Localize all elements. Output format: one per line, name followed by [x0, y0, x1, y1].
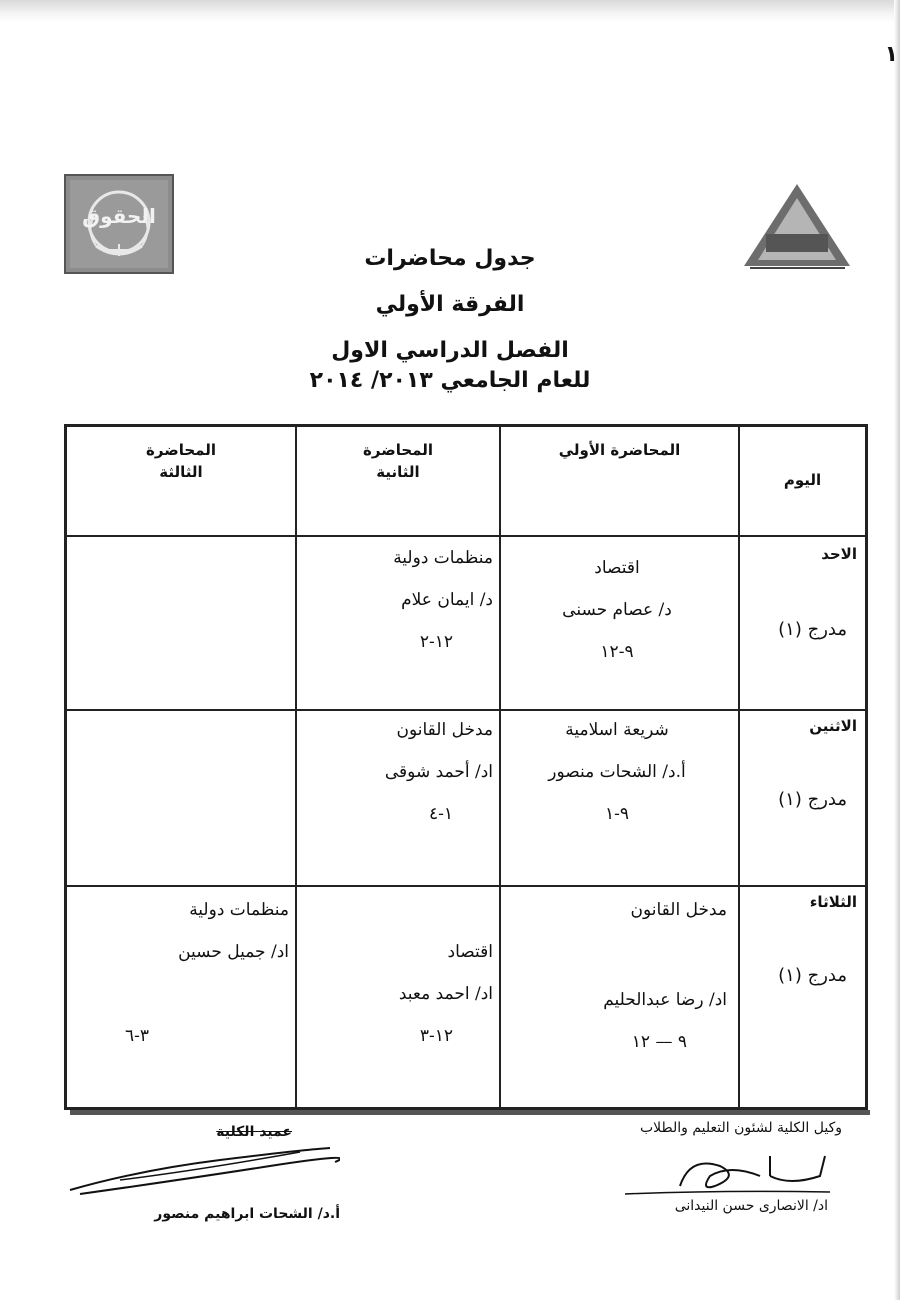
lecture-time: ٩ — ١٢ [631, 1032, 687, 1052]
header-lecture-2-line2: الثانية [376, 463, 420, 481]
dean-handwritten-signature-icon [60, 1140, 340, 1200]
row-hall: مدرج (١) [778, 619, 847, 640]
sunday-lecture-1 [507, 547, 727, 673]
lecture-teacher: د/ عصام حسنى [562, 600, 672, 620]
header-lecture-1: المحاضرة الأولي [558, 441, 681, 459]
lecture-teacher: اد/ رضا عبدالحليم [603, 990, 727, 1010]
scan-right-edge [894, 0, 900, 1300]
monday-lecture-1 [507, 709, 727, 835]
lecture-subject: اقتصاد [594, 558, 640, 578]
title-semester: الفصل الدراسي الاول [331, 338, 569, 363]
lecture-time: ٩-١ [604, 804, 630, 824]
row-day-sunday: الاحد [821, 545, 857, 563]
scan-top-edge [0, 0, 900, 22]
lecture-subject: منظمات دولية [393, 548, 493, 568]
header-lecture-2-line1: المحاضرة [363, 441, 433, 459]
monday-lecture-2 [303, 709, 493, 835]
lecture-teacher: اد/ احمد معبد [398, 984, 493, 1004]
column-divider [499, 427, 501, 1107]
lecture-time: ١٢-٣ [419, 1026, 453, 1046]
title-year-group: الفرقة الأولي [375, 292, 525, 317]
sunday-lecture-2 [303, 537, 493, 663]
dean-name: أ.د/ الشحات ابراهيم منصور [154, 1206, 340, 1222]
row-day-monday: الاثنين [809, 717, 857, 735]
schedule-table [64, 424, 868, 1110]
lecture-time: ١-٤ [428, 804, 453, 824]
header-lecture-3-line1: المحاضرة [146, 441, 216, 459]
vice-dean-signature-block [600, 1118, 850, 1228]
lecture-teacher: اد/ جميل حسين [178, 942, 289, 962]
tuesday-lecture-1 [507, 889, 727, 1063]
vice-dean-name: اد/ الانصارى حسن النيدانى [674, 1198, 828, 1214]
lecture-teacher: د/ ايمان علام [401, 590, 493, 610]
tuesday-lecture-3 [77, 889, 289, 1057]
header-day: اليوم [783, 471, 822, 489]
spacer [77, 973, 289, 1015]
vice-dean-handwritten-signature-icon [620, 1146, 840, 1206]
title-schedule: جدول محاضرات [364, 246, 536, 271]
lecture-subject: مدخل القانون [396, 720, 493, 740]
tuesday-lecture-2 [303, 931, 493, 1057]
logo-caption: الحقوق [82, 204, 156, 228]
dean-signature-block [60, 1120, 340, 1230]
header-lecture-2 [297, 439, 499, 483]
row-day-tuesday: الثلاثاء [809, 893, 857, 911]
row-hall: مدرج (١) [778, 789, 847, 810]
row-divider [67, 885, 865, 887]
table-bottom-border [70, 1110, 870, 1115]
column-divider [738, 427, 740, 1107]
dean-title: عميد الكلية [216, 1124, 292, 1140]
header-lecture-3 [67, 439, 295, 483]
page-number: ١ [884, 42, 898, 67]
lecture-teacher: أ.د/ الشحات منصور [548, 762, 686, 782]
lecture-subject: منظمات دولية [189, 900, 289, 920]
title-academic-year: للعام الجامعي ٢٠١٣/ ٢٠١٤ [309, 368, 591, 393]
spacer [507, 931, 727, 979]
lecture-teacher: اد/ أحمد شوقى [384, 762, 493, 782]
vice-dean-title: وكيل الكلية لشئون التعليم والطلاب [639, 1120, 842, 1136]
lecture-time: ١٢-٢ [419, 632, 453, 652]
lecture-subject: شريعة اسلامية [565, 720, 669, 740]
lecture-time: ٩-١٢ [600, 642, 634, 662]
row-hall: مدرج (١) [778, 965, 847, 986]
lecture-time: ٣-٦ [124, 1026, 149, 1046]
column-divider [295, 427, 297, 1107]
lecture-subject: اقتصاد [447, 942, 493, 962]
pyramid-icon [740, 178, 855, 273]
university-logo [740, 178, 855, 273]
document-title [250, 236, 650, 374]
header-lecture-3-line2: الثالثة [159, 463, 203, 481]
lecture-subject: مدخل القانون [630, 900, 727, 920]
